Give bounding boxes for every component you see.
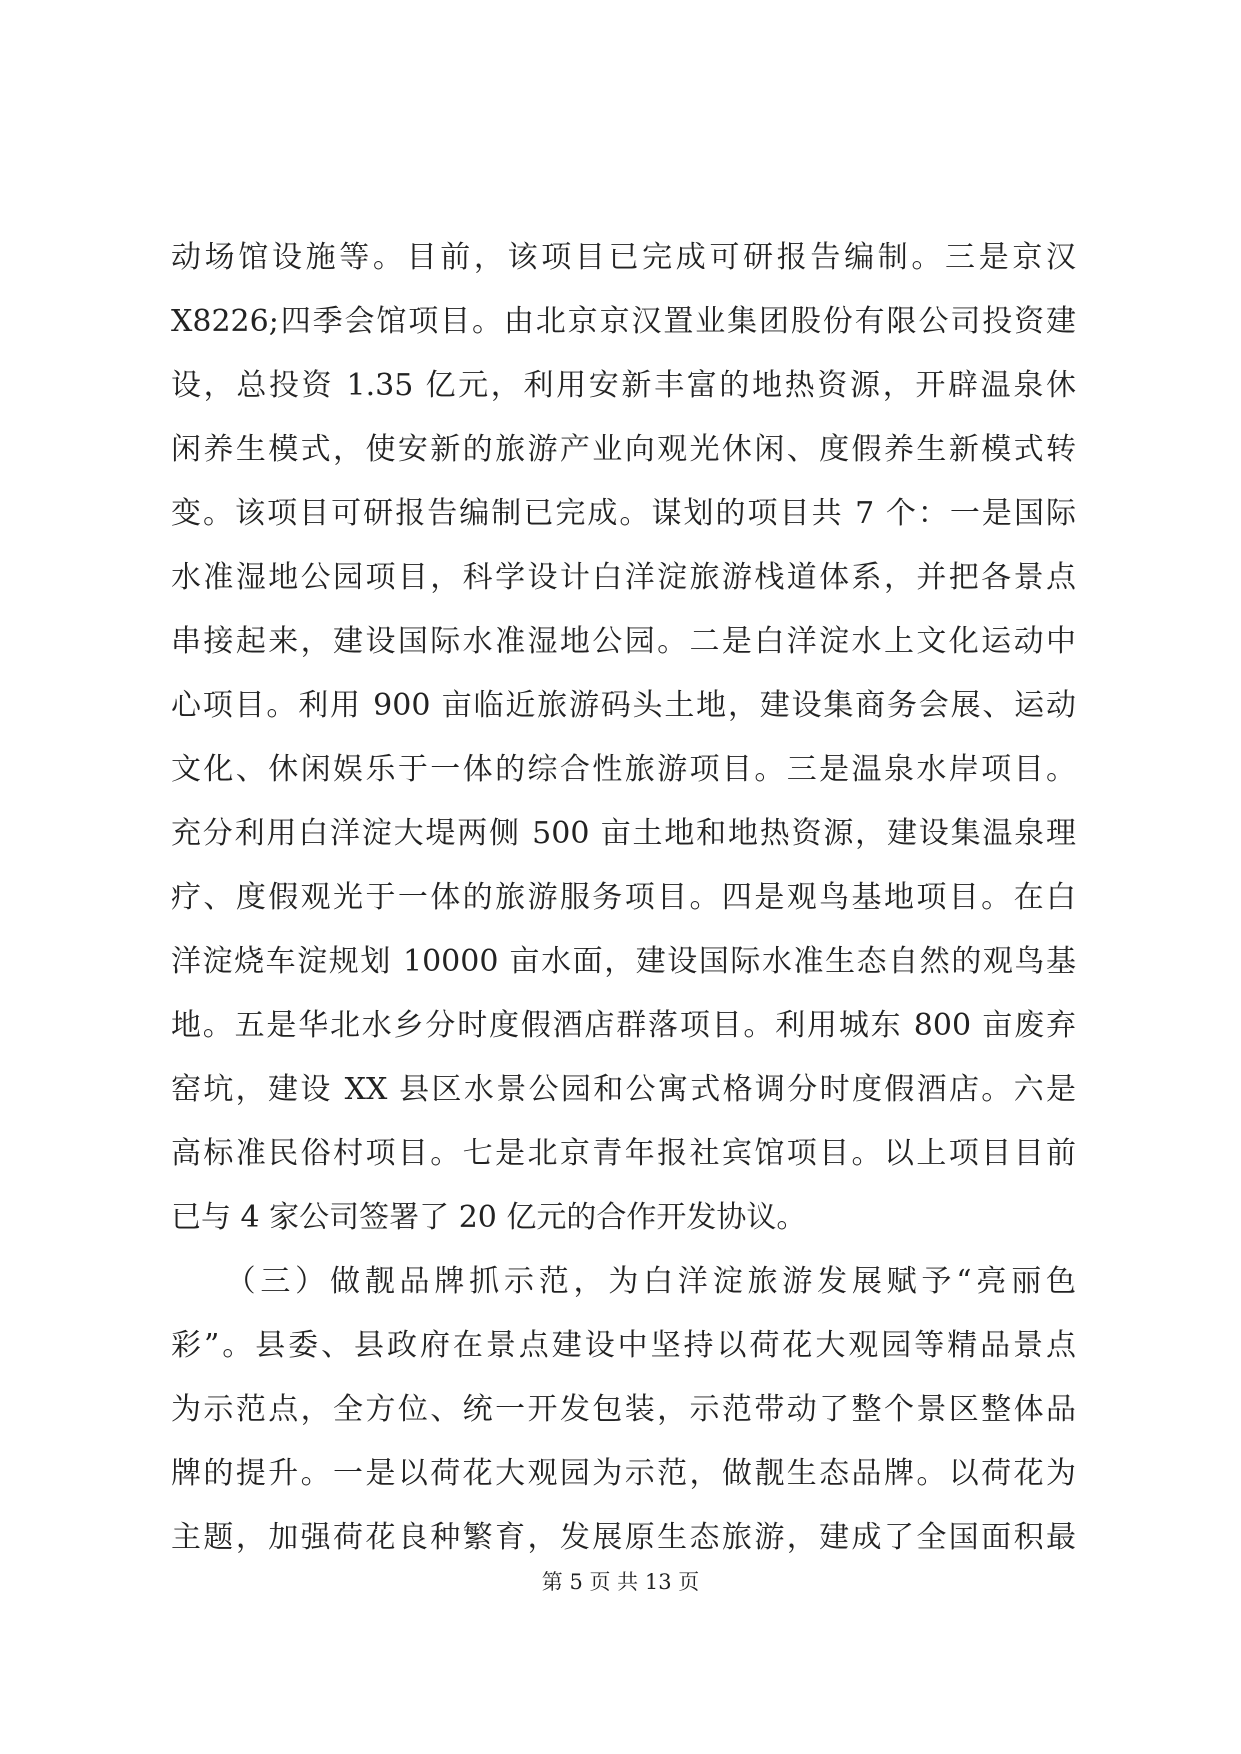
text-line: 彩”。县委、县政府在景点建设中坚持以荷花大观园等精品景点 xyxy=(171,1328,1076,1363)
text-line: 疗、度假观光于一体的旅游服务项目。四是观鸟基地项目。在白 xyxy=(171,880,1076,915)
text-line: 水准湿地公园项目，科学设计白洋淀旅游栈道体系，并把各景点 xyxy=(171,560,1076,595)
text-line: 高标准民俗村项目。七是北京青年报社宾馆项目。以上项目目前 xyxy=(171,1136,1076,1171)
text-line: 牌的提升。一是以荷花大观园为示范，做靓生态品牌。以荷花为 xyxy=(171,1456,1076,1491)
text-line: 充分利用白洋淀大堤两侧 500 亩土地和地热资源，建设集温泉理 xyxy=(171,816,1076,851)
text-line: 已与 4 家公司签署了 20 亿元的合作开发协议。 xyxy=(171,1200,807,1235)
text-line: 变。该项目可研报告编制已完成。谋划的项目共 7 个：一是国际 xyxy=(171,496,1076,531)
text-line: 为示范点，全方位、统一开发包装，示范带动了整个景区整体品 xyxy=(171,1392,1076,1427)
text-line: 闲养生模式，使安新的旅游产业向观光休闲、度假养生新模式转 xyxy=(171,432,1076,467)
text-line: 主题，加强荷花良种繁育，发展原生态旅游，建成了全国面积最 xyxy=(171,1520,1076,1555)
text-line: 心项目。利用 900 亩临近旅游码头土地，建设集商务会展、运动 xyxy=(171,688,1076,723)
text-line: （三）做靓品牌抓示范，为白洋淀旅游发展赋予“亮丽色 xyxy=(171,1264,1076,1299)
body-text xyxy=(171,226,1076,1570)
text-line: 窑坑，建设 XX 县区水景公园和公寓式格调分时度假酒店。六是 xyxy=(171,1072,1076,1107)
text-line: X8226;四季会馆项目。由北京京汉置业集团股份有限公司投资建 xyxy=(171,304,1076,339)
text-line: 地。五是华北水乡分时度假酒店群落项目。利用城东 800 亩废弃 xyxy=(171,1008,1076,1043)
text-line: 动场馆设施等。目前，该项目已完成可研报告编制。三是京汉 xyxy=(171,240,1076,275)
text-line: 设，总投资 1.35 亿元，利用安新丰富的地热资源，开辟温泉休 xyxy=(171,368,1076,403)
text-line: 洋淀烧车淀规划 10000 亩水面，建设国际水准生态自然的观鸟基 xyxy=(171,944,1076,979)
text-line: 文化、休闲娱乐于一体的综合性旅游项目。三是温泉水岸项目。 xyxy=(171,752,1076,787)
page-number-footer: 第 5 页 共 13 页 xyxy=(541,1570,700,1594)
text-line: 串接起来，建设国际水准湿地公园。二是白洋淀水上文化运动中 xyxy=(171,624,1076,659)
